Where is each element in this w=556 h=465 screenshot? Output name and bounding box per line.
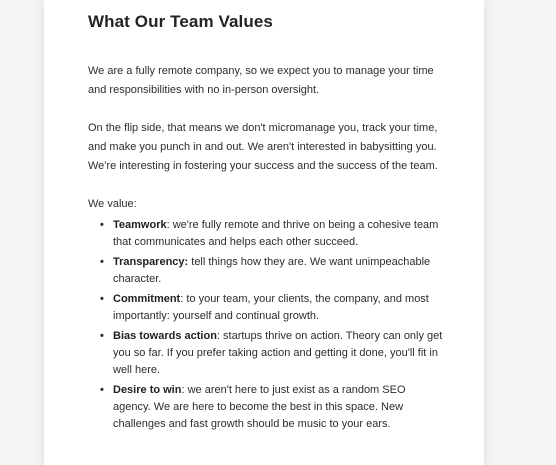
value-text: : we aren't here to just exist as a random SEO agency. We are here to become the best in this space. New challenges and fast growth should be music to your ears. — [113, 384, 406, 430]
list-item — [100, 328, 444, 379]
value-text: : startups thrive on action. Theory can only get you so far. If you prefer taking action and getting it done, you'll fit in well here. — [113, 330, 443, 376]
values-intro: We value: — [88, 198, 137, 210]
intro-paragraph: We are a fully remote company, so we expect you to manage your time and responsibilities with no in-person oversight. — [88, 65, 434, 96]
bullet-icon: • — [100, 293, 104, 305]
list-item — [100, 254, 444, 288]
list-item — [100, 291, 444, 325]
value-text: : to your team, your clients, the company, and most importantly: yourself and continual growth. — [113, 293, 429, 322]
page-title: What Our Team Values — [88, 12, 273, 31]
bullet-icon: • — [100, 330, 104, 342]
value-text: tell things how they are. We want unimpeachable character. — [113, 256, 431, 285]
value-term: Transparency: — [113, 256, 189, 268]
bullet-icon: • — [100, 219, 104, 231]
micromanage-paragraph: On the flip side, that means we don't micromanage you, track your time, and make you punch in and out. We aren't interested in babysitting you. We're interesting in fostering your success and the success of the team. — [88, 122, 438, 172]
value-term: Teamwork — [113, 219, 167, 231]
bullet-icon: • — [100, 256, 104, 268]
content-card — [44, 0, 484, 465]
value-term: Desire to win — [113, 384, 182, 396]
content-body — [88, 62, 444, 436]
value-text: : we're fully remote and thrive on being a cohesive team that communicates and helps each other succeed. — [113, 219, 439, 248]
value-term: Bias towards action — [113, 330, 217, 342]
bullet-icon: • — [100, 384, 104, 396]
values-list — [88, 217, 444, 433]
value-term: Commitment — [113, 293, 181, 305]
list-item — [100, 382, 444, 433]
list-item — [100, 217, 444, 251]
